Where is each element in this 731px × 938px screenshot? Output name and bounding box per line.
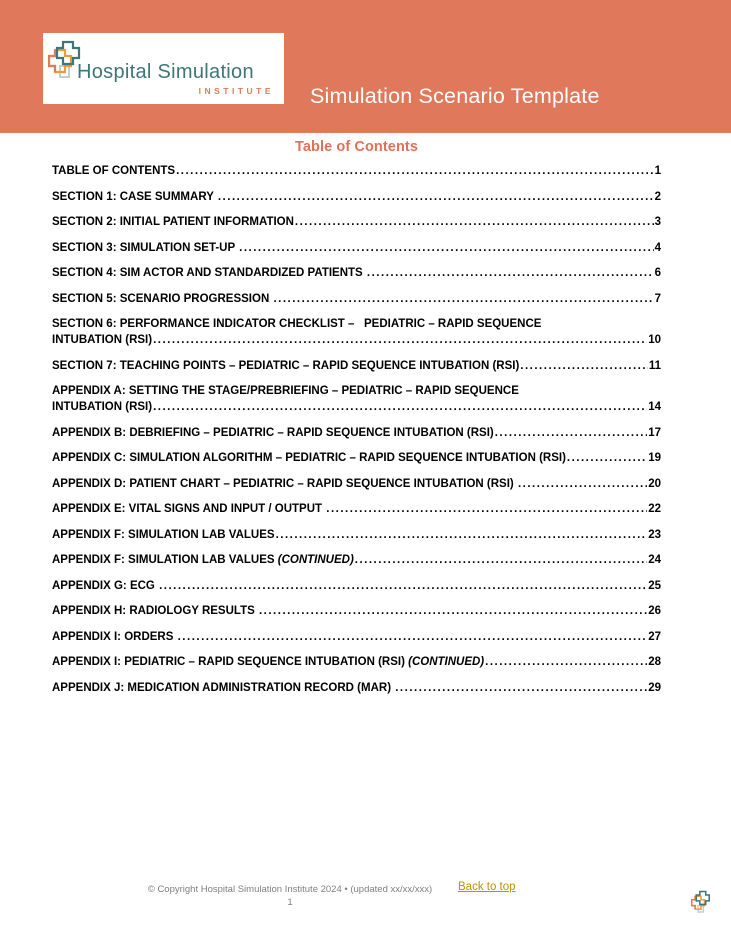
toc-entry[interactable]: [52, 654, 661, 670]
toc-entry[interactable]: [52, 680, 661, 696]
toc-entry[interactable]: [52, 383, 661, 415]
toc-entry-title-italic: (CONTINUED): [277, 554, 354, 566]
toc-entry-line: [52, 332, 661, 348]
toc-dot-leader: [485, 654, 647, 670]
toc-entry[interactable]: [52, 291, 661, 307]
toc-entry-title: SECTION 4: SIM ACTOR AND STANDARDIZED PATIENTS: [52, 267, 366, 279]
toc-entry-title: APPENDIX H: RADIOLOGY RESULTS: [52, 605, 258, 617]
toc-page-number: 11: [648, 359, 661, 372]
toc-dot-leader: [239, 240, 653, 256]
toc-entry[interactable]: [52, 629, 661, 645]
toc-entry-line: [52, 603, 661, 619]
toc-page-number: 27: [648, 630, 661, 643]
toc-dot-leader: [520, 358, 648, 374]
toc-dot-leader: [178, 629, 648, 645]
toc-page-number: 22: [648, 503, 661, 515]
toc-list: [52, 163, 661, 696]
toc-entry-title: SECTION 6: PERFORMANCE INDICATOR CHECKLIST – PEDIATRIC – RAPID SEQUENCE: [52, 318, 542, 330]
toc-dot-leader: [518, 476, 647, 492]
toc-dot-leader: [153, 399, 647, 415]
toc-page-number: 24: [648, 554, 661, 566]
toc-entry-line: [52, 654, 661, 670]
toc-page-number: 17: [648, 426, 661, 439]
toc-entry-title: SECTION 7: TEACHING POINTS – PEDIATRIC – RAPID SEQUENCE INTUBATION (RSI): [52, 359, 520, 372]
copyright-block: [85, 883, 495, 909]
toc-entry[interactable]: [52, 240, 661, 256]
toc-page-number: 2: [654, 190, 661, 203]
toc-entry-line: [52, 291, 661, 307]
page-number: 1: [287, 897, 293, 908]
toc-page-number: 10: [648, 334, 661, 346]
toc-dot-leader: [295, 214, 654, 230]
toc-entry[interactable]: [52, 358, 661, 374]
toc-entry-line: [52, 358, 661, 374]
toc-page-number: 23: [648, 528, 661, 541]
back-to-top-link[interactable]: Back to top: [458, 881, 516, 893]
toc-entry-title: APPENDIX I: PEDIATRIC – RAPID SEQUENCE INTUBATION (RSI): [52, 656, 409, 668]
toc-heading: Table of Contents: [294, 139, 419, 155]
toc-entry-title: APPENDIX B: DEBRIEFING – PEDIATRIC – RAPID SEQUENCE INTUBATION (RSI): [52, 426, 494, 439]
toc-entry-title: APPENDIX G: ECG: [52, 579, 159, 592]
page-footer: [0, 874, 731, 938]
document-title: Simulation Scenario Template: [310, 84, 600, 108]
toc-page-number: 19: [648, 452, 661, 464]
toc-entry-title: APPENDIX E: VITAL SIGNS AND INPUT / OUTPUT: [52, 503, 326, 515]
toc-page-number: 20: [648, 477, 661, 490]
logo-text: [77, 60, 275, 96]
toc-page-number: 3: [654, 216, 661, 228]
toc-entry-title: INTUBATION (RSI): [52, 334, 153, 346]
toc-entry[interactable]: [52, 578, 661, 594]
toc-dot-leader: [159, 578, 647, 594]
toc-page-number: 6: [654, 267, 661, 279]
toc-dot-leader: [367, 265, 654, 281]
toc-entry-line: [52, 680, 661, 696]
toc-entry[interactable]: [52, 501, 661, 517]
toc-page-number: 7: [654, 292, 661, 305]
toc-entry-line: [52, 425, 661, 441]
toc-entry-line: [52, 629, 661, 645]
toc-entry-title: APPENDIX A: SETTING THE STAGE/PREBRIEFING – PEDIATRIC – RAPID SEQUENCE: [52, 385, 519, 397]
toc-entry-line: [52, 399, 661, 415]
toc-entry-line: [52, 163, 661, 179]
toc-entry[interactable]: [52, 450, 661, 466]
toc-entry[interactable]: [52, 214, 661, 230]
toc-dot-leader: [355, 552, 647, 568]
toc-entry-line: [52, 527, 661, 543]
toc-page-number: 1: [654, 165, 661, 177]
toc-entry-line: [52, 240, 661, 256]
toc-entry-title: APPENDIX C: SIMULATION ALGORITHM – PEDIATRIC – RAPID SEQUENCE INTUBATION (RSI): [52, 452, 566, 464]
toc-entry[interactable]: [52, 476, 661, 492]
toc-entry[interactable]: [52, 189, 661, 205]
toc-page-number: 26: [648, 605, 661, 617]
toc-entry-line: [52, 578, 661, 594]
toc-entry-title: SECTION 1: CASE SUMMARY: [52, 190, 217, 203]
toc-entry-line: [52, 189, 661, 205]
toc-entry-title: APPENDIX D: PATIENT CHART – PEDIATRIC – RAPID SEQUENCE INTUBATION (RSI): [52, 477, 517, 490]
toc-entry-title: SECTION 5: SCENARIO PROGRESSION: [52, 292, 273, 305]
toc-dot-leader: [326, 501, 647, 517]
toc-entry-line: [52, 476, 661, 492]
toc-dot-leader: [218, 189, 654, 205]
toc-entry-title-italic: (CONTINUED): [408, 656, 485, 668]
toc-entry-line: [52, 552, 661, 568]
toc-entry-title: SECTION 2: INITIAL PATIENT INFORMATION: [52, 216, 294, 228]
toc-dot-leader: [276, 527, 648, 543]
toc-entry[interactable]: [52, 552, 661, 568]
footer-cross-icon: [691, 888, 711, 915]
logo: [43, 33, 284, 104]
toc-dot-leader: [395, 680, 647, 696]
toc-page-number: 25: [648, 579, 661, 592]
toc-entry[interactable]: [52, 425, 661, 441]
logo-name: Hospital Simulation: [77, 61, 254, 83]
toc-page-number: 4: [654, 241, 661, 254]
toc-entry-title: SECTION 3: SIMULATION SET-UP: [52, 241, 239, 254]
toc-dot-leader: [259, 603, 647, 619]
toc-page-number: 28: [648, 656, 661, 668]
toc-dot-leader: [176, 163, 654, 179]
toc-entry-line: [52, 265, 661, 281]
toc-entry-title: APPENDIX I: ORDERS: [52, 630, 177, 643]
toc-entry[interactable]: [52, 316, 661, 348]
toc-entry-title: APPENDIX F: SIMULATION LAB VALUES: [52, 554, 278, 566]
toc-entry-title: APPENDIX J: MEDICATION ADMINISTRATION RECORD (MAR): [52, 681, 395, 694]
toc-entry-line: [52, 214, 661, 230]
toc-entry[interactable]: [52, 265, 661, 281]
logo-subtitle: INSTITUTE: [198, 86, 274, 96]
toc-entry-title: APPENDIX F: SIMULATION LAB VALUES: [52, 528, 275, 541]
toc-entry-title: INTUBATION (RSI): [52, 401, 153, 413]
toc-entry-line: [52, 501, 661, 517]
toc-entry[interactable]: [52, 163, 661, 179]
toc-dot-leader: [153, 332, 647, 348]
toc-entry[interactable]: [52, 603, 661, 619]
toc-dot-leader: [273, 291, 653, 307]
toc-entry-title: TABLE OF CONTENTS: [52, 165, 176, 177]
toc-entry[interactable]: [52, 527, 661, 543]
copyright-text: © Copyright Hospital Simulation Institute 2024 • (updated xx/xx/xxx): [147, 884, 433, 895]
toc-page-number: 29: [648, 681, 661, 694]
toc-section: [0, 133, 731, 874]
toc-page-number: 14: [648, 401, 661, 413]
toc-dot-leader: [495, 425, 647, 441]
toc-dot-leader: [567, 450, 647, 466]
header-banner: [0, 0, 731, 133]
toc-entry-line: [52, 450, 661, 466]
